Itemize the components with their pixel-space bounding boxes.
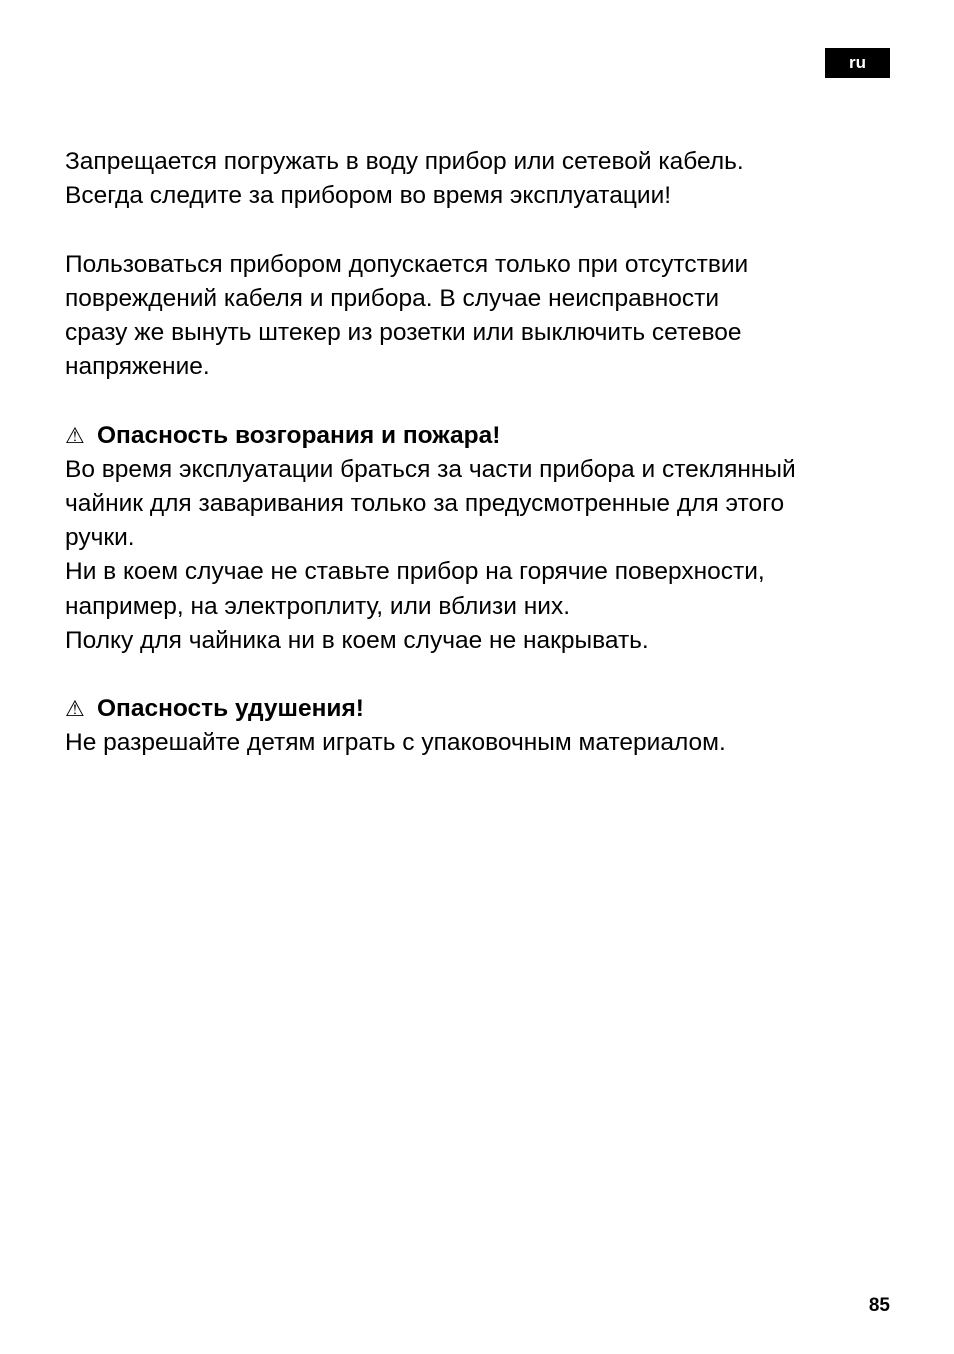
text-line: Во время эксплуатации браться за части прибора и стеклянный	[65, 455, 796, 483]
warning-title: Опасность возгорания и пожара!	[97, 421, 501, 449]
text-line: Запрещается погружать в воду прибор или сетевой кабель.	[65, 148, 744, 175]
text-line: повреждений кабеля и прибора. В случае неисправности	[65, 284, 720, 312]
text-line: чайник для заваривания только за предусмотренные для этого	[65, 490, 785, 517]
page-number: 85	[868, 1295, 890, 1316]
text-line: сразу же вынуть штекер из розетки или выключить сетевое	[65, 319, 742, 346]
language-badge: ru	[825, 48, 890, 78]
text-line: Всегда следите за прибором во время эксплуатации!	[65, 182, 672, 210]
paragraph-immersion	[65, 145, 905, 213]
text-line: Не разрешайте детям играть с упаковочным материалом.	[65, 729, 726, 757]
paragraph-damage	[65, 248, 905, 385]
text-line: например, на электроплиту, или вблизи них.	[65, 592, 571, 620]
warning-title: Опасность удушения!	[97, 695, 364, 723]
document-body	[65, 145, 905, 795]
warning-triangle-icon: ⚠	[65, 422, 85, 448]
warning-fire	[65, 419, 905, 658]
text-line: ручки.	[65, 524, 135, 552]
text-line: напряжение.	[65, 353, 210, 381]
text-line: Полку для чайника ни в коем случае не накрывать.	[65, 626, 649, 654]
warning-suffocation	[65, 692, 905, 760]
warning-heading	[65, 419, 905, 453]
text-line: Пользоваться прибором допускается только при отсутствии	[65, 250, 749, 278]
warning-heading	[65, 692, 905, 726]
text-line: Ни в коем случае не ставьте прибор на горячие поверхности,	[65, 558, 765, 586]
warning-triangle-icon: ⚠	[65, 696, 85, 722]
